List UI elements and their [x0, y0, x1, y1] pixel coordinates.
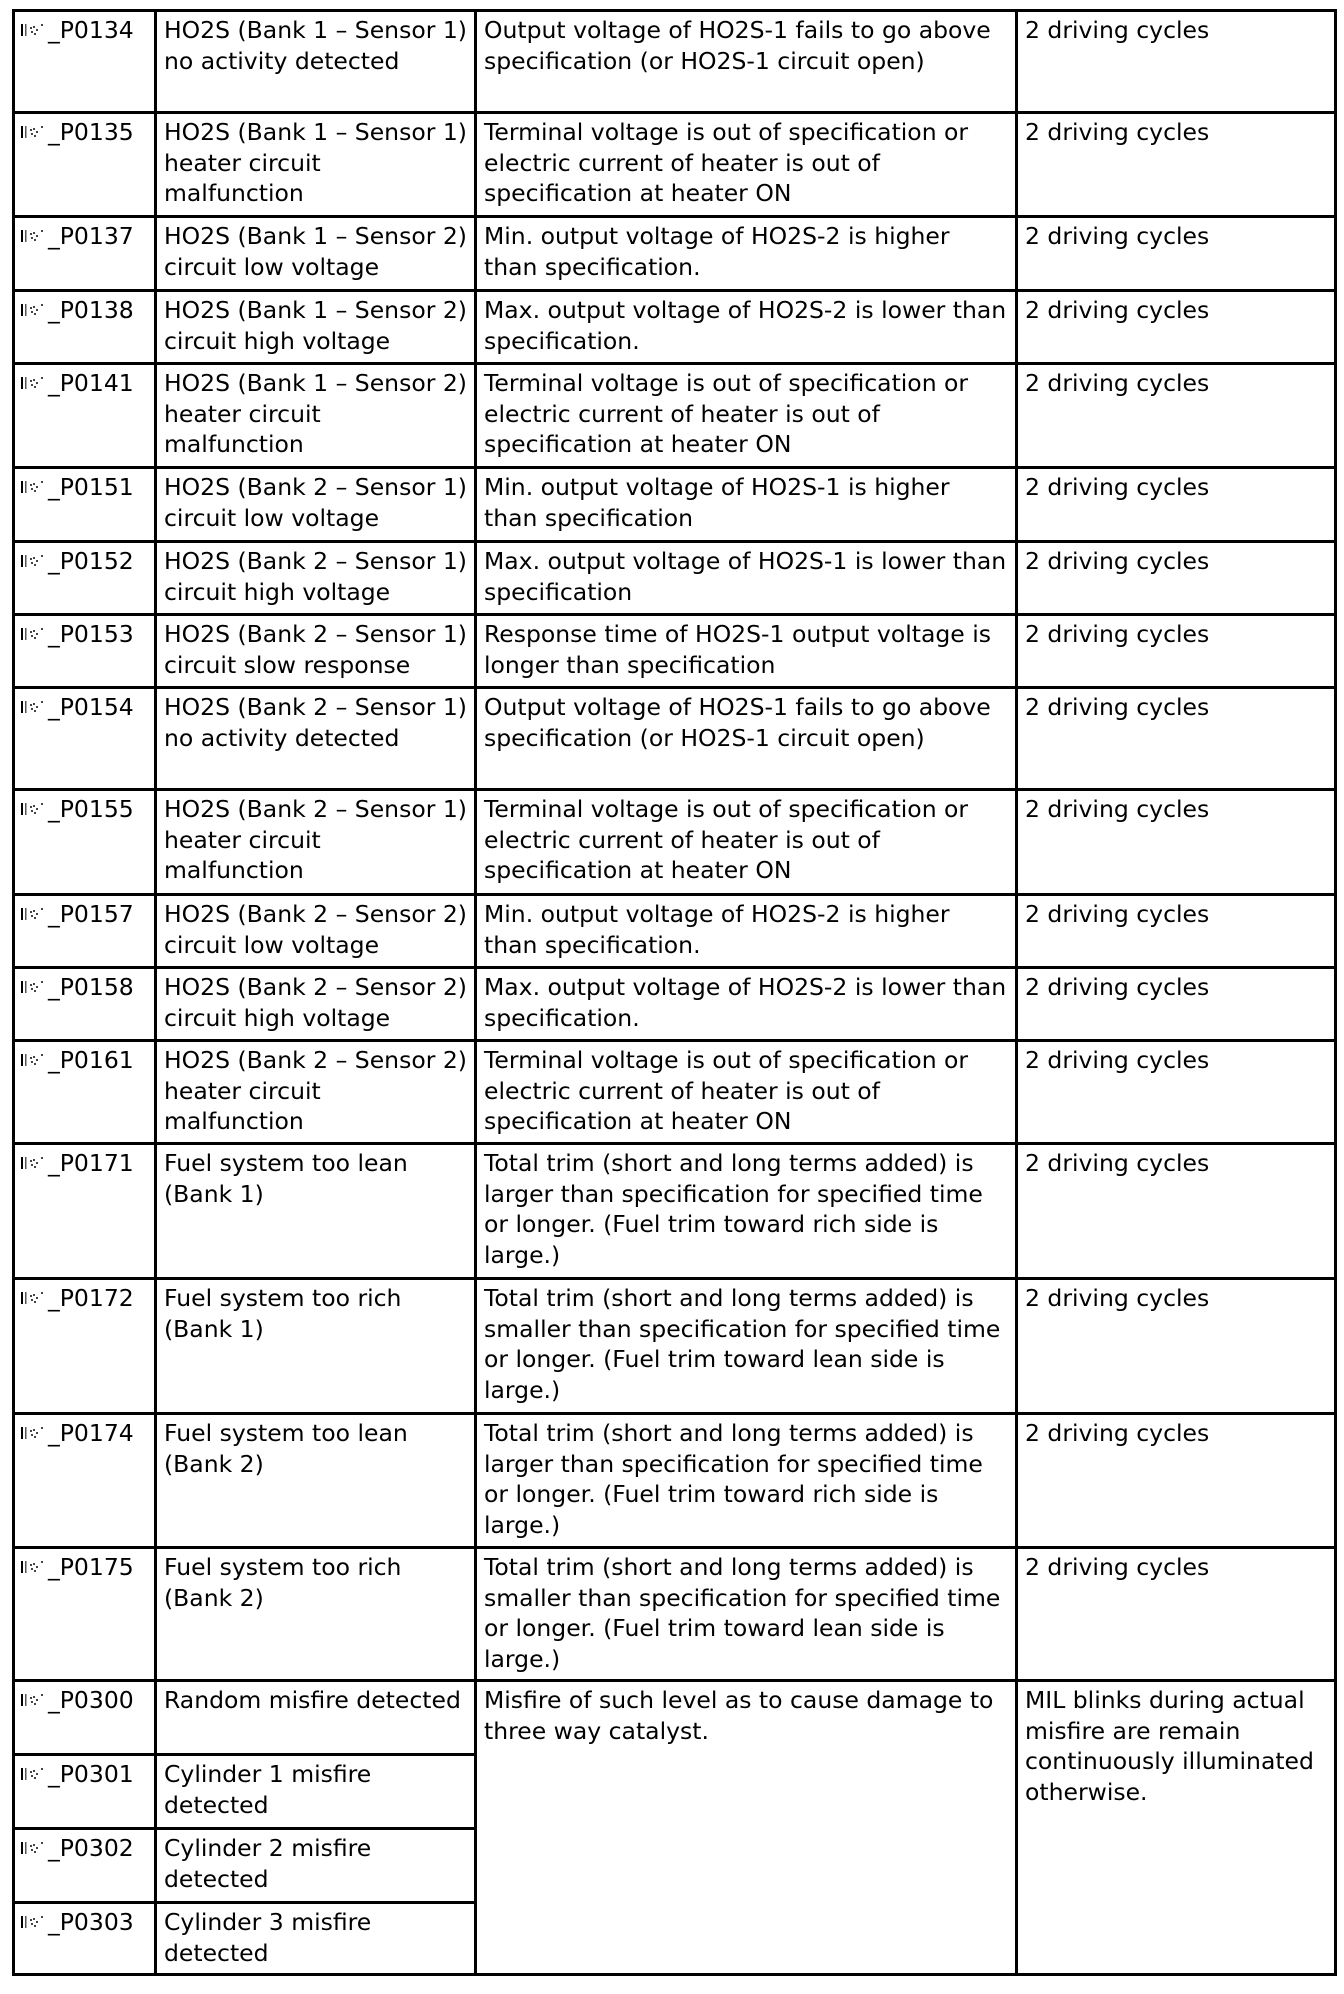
dtc-code-cell: [14, 542, 156, 615]
dtc-table: [12, 9, 1337, 1976]
dtc-name: Fuel system too lean (Bank 2): [156, 1414, 476, 1548]
detection-condition: Terminal voltage is out of specification or electric current of heater is out of specification at heater ON: [476, 790, 1017, 895]
mil-illumination: 2 driving cycles: [1017, 1144, 1336, 1279]
broken-image-icon: [20, 904, 48, 922]
dtc-name: HO2S (Bank 2 – Sensor 2) circuit low voltage: [156, 895, 476, 968]
dtc-code-cell: [14, 615, 156, 688]
dtc-code-cell: [14, 1755, 156, 1829]
dtc-code-cell: [14, 11, 156, 113]
table-row: [14, 1144, 1336, 1279]
dtc-code: _P0172: [48, 1284, 134, 1312]
dtc-code: _P0174: [48, 1419, 134, 1447]
dtc-code: _P0135: [48, 118, 134, 146]
broken-image-icon: [20, 226, 48, 244]
dtc-code: _P0152: [48, 547, 134, 575]
table-row: [14, 1279, 1336, 1414]
dtc-code: _P0155: [48, 795, 134, 823]
detection-condition: Max. output voltage of HO2S-2 is lower than specification.: [476, 968, 1017, 1041]
dtc-name: HO2S (Bank 2 – Sensor 1) no activity detected: [156, 688, 476, 790]
mil-illumination: 2 driving cycles: [1017, 291, 1336, 364]
dtc-code: _P0154: [48, 693, 134, 721]
detection-condition: Min. output voltage of HO2S-2 is higher than specification.: [476, 895, 1017, 968]
broken-image-icon: [20, 300, 48, 318]
detection-condition: Output voltage of HO2S-1 fails to go above specification (or HO2S-1 circuit open): [476, 11, 1017, 113]
dtc-code: _P0301: [48, 1760, 134, 1788]
detection-condition: Max. output voltage of HO2S-2 is lower than specification.: [476, 291, 1017, 364]
dtc-name: Cylinder 2 misfire detected: [156, 1829, 476, 1903]
dtc-code: _P0138: [48, 296, 134, 324]
dtc-code: _P0175: [48, 1553, 134, 1581]
table-row: [14, 688, 1336, 790]
broken-image-icon: [20, 799, 48, 817]
table-row: [14, 468, 1336, 542]
mil-illumination: 2 driving cycles: [1017, 968, 1336, 1041]
dtc-name: HO2S (Bank 2 – Sensor 1) circuit low voltage: [156, 468, 476, 542]
dtc-name: HO2S (Bank 2 – Sensor 1) circuit slow response: [156, 615, 476, 688]
dtc-code-cell: [14, 364, 156, 468]
table-row: [14, 364, 1336, 468]
detection-condition: Output voltage of HO2S-1 fails to go above specification (or HO2S-1 circuit open): [476, 688, 1017, 790]
mil-illumination: 2 driving cycles: [1017, 615, 1336, 688]
table-row: [14, 895, 1336, 968]
mil-illumination: MIL blinks during actual misfire are remain continuously illuminated otherwise.: [1017, 1681, 1336, 1975]
dtc-code: _P0153: [48, 620, 134, 648]
dtc-code: _P0134: [48, 16, 134, 44]
broken-image-icon: [20, 977, 48, 995]
dtc-code: _P0302: [48, 1834, 134, 1862]
mil-illumination: 2 driving cycles: [1017, 688, 1336, 790]
broken-image-icon: [20, 1153, 48, 1171]
mil-illumination: 2 driving cycles: [1017, 364, 1336, 468]
detection-condition: Misfire of such level as to cause damage to three way catalyst.: [476, 1681, 1017, 1975]
dtc-name: HO2S (Bank 2 – Sensor 2) circuit high voltage: [156, 968, 476, 1041]
mil-illumination: 2 driving cycles: [1017, 1548, 1336, 1681]
detection-condition: Terminal voltage is out of specification or electric current of heater is out of specification at heater ON: [476, 364, 1017, 468]
detection-condition: Max. output voltage of HO2S-1 is lower than specification: [476, 542, 1017, 615]
detection-condition: Total trim (short and long terms added) is smaller than specification for specified time or longer. (Fuel trim toward lean side is large.): [476, 1548, 1017, 1681]
dtc-code-cell: [14, 688, 156, 790]
dtc-name: HO2S (Bank 2 – Sensor 2) heater circuit malfunction: [156, 1041, 476, 1144]
dtc-code: _P0137: [48, 222, 134, 250]
detection-condition: Total trim (short and long terms added) is larger than specification for specified time or longer. (Fuel trim toward rich side is large.): [476, 1144, 1017, 1279]
dtc-code-cell: [14, 895, 156, 968]
detection-condition: Min. output voltage of HO2S-2 is higher than specification.: [476, 217, 1017, 291]
broken-image-icon: [20, 1912, 48, 1930]
mil-illumination: 2 driving cycles: [1017, 113, 1336, 217]
broken-image-icon: [20, 373, 48, 391]
dtc-code: _P0161: [48, 1046, 134, 1074]
dtc-name: HO2S (Bank 1 – Sensor 1) heater circuit malfunction: [156, 113, 476, 217]
mil-illumination: 2 driving cycles: [1017, 1041, 1336, 1144]
dtc-name: Fuel system too rich (Bank 2): [156, 1548, 476, 1681]
table-row: [14, 968, 1336, 1041]
table-row: [14, 291, 1336, 364]
detection-condition: Response time of HO2S-1 output voltage is longer than specification: [476, 615, 1017, 688]
dtc-name: HO2S (Bank 2 – Sensor 1) circuit high voltage: [156, 542, 476, 615]
table-row: [14, 113, 1336, 217]
mil-illumination: 2 driving cycles: [1017, 542, 1336, 615]
dtc-code: _P0157: [48, 900, 134, 928]
broken-image-icon: [20, 551, 48, 569]
mil-illumination: 2 driving cycles: [1017, 217, 1336, 291]
table-row: [14, 217, 1336, 291]
detection-condition: Min. output voltage of HO2S-1 is higher than specification: [476, 468, 1017, 542]
table-row: [14, 1414, 1336, 1548]
dtc-name: Cylinder 1 misfire detected: [156, 1755, 476, 1829]
dtc-code: _P0303: [48, 1908, 134, 1936]
detection-condition: Total trim (short and long terms added) is larger than specification for specified time or longer. (Fuel trim toward rich side is large.): [476, 1414, 1017, 1548]
dtc-code-cell: [14, 1414, 156, 1548]
mil-illumination: 2 driving cycles: [1017, 895, 1336, 968]
dtc-code-cell: [14, 468, 156, 542]
dtc-code-cell: [14, 790, 156, 895]
broken-image-icon: [20, 477, 48, 495]
dtc-code-cell: [14, 1279, 156, 1414]
broken-image-icon: [20, 122, 48, 140]
dtc-code-cell: [14, 1903, 156, 1975]
broken-image-icon: [20, 1288, 48, 1306]
broken-image-icon: [20, 1690, 48, 1708]
dtc-code-cell: [14, 1548, 156, 1681]
broken-image-icon: [20, 624, 48, 642]
table-row: [14, 1548, 1336, 1681]
mil-illumination: 2 driving cycles: [1017, 1279, 1336, 1414]
dtc-code-cell: [14, 1681, 156, 1755]
dtc-code-cell: [14, 968, 156, 1041]
dtc-code-cell: [14, 1144, 156, 1279]
dtc-name: HO2S (Bank 1 – Sensor 1) no activity detected: [156, 11, 476, 113]
dtc-name: Cylinder 3 misfire detected: [156, 1903, 476, 1975]
table-row: [14, 615, 1336, 688]
dtc-name: Fuel system too rich (Bank 1): [156, 1279, 476, 1414]
detection-condition: Total trim (short and long terms added) is smaller than specification for specified time or longer. (Fuel trim toward lean side is large.): [476, 1279, 1017, 1414]
table-row: [14, 1681, 1336, 1755]
dtc-code: _P0151: [48, 473, 134, 501]
dtc-name: HO2S (Bank 1 – Sensor 2) heater circuit malfunction: [156, 364, 476, 468]
dtc-code-cell: [14, 291, 156, 364]
dtc-code-cell: [14, 1829, 156, 1903]
dtc-code: _P0141: [48, 369, 134, 397]
broken-image-icon: [20, 20, 48, 38]
dtc-name: Random misfire detected: [156, 1681, 476, 1755]
table-row: [14, 1041, 1336, 1144]
broken-image-icon: [20, 1838, 48, 1856]
broken-image-icon: [20, 1764, 48, 1782]
broken-image-icon: [20, 1557, 48, 1575]
table-row: [14, 11, 1336, 113]
detection-condition: Terminal voltage is out of specification or electric current of heater is out of specification at heater ON: [476, 1041, 1017, 1144]
table-row: [14, 790, 1336, 895]
dtc-code-cell: [14, 113, 156, 217]
dtc-name: HO2S (Bank 1 – Sensor 2) circuit low voltage: [156, 217, 476, 291]
dtc-name: Fuel system too lean (Bank 1): [156, 1144, 476, 1279]
table-row: [14, 542, 1336, 615]
dtc-code: _P0158: [48, 973, 134, 1001]
dtc-code-cell: [14, 217, 156, 291]
detection-condition: Terminal voltage is out of specification or electric current of heater is out of specification at heater ON: [476, 113, 1017, 217]
dtc-name: HO2S (Bank 1 – Sensor 2) circuit high voltage: [156, 291, 476, 364]
dtc-code-cell: [14, 1041, 156, 1144]
dtc-code: _P0300: [48, 1686, 134, 1714]
dtc-code: _P0171: [48, 1149, 134, 1177]
broken-image-icon: [20, 1423, 48, 1441]
dtc-name: HO2S (Bank 2 – Sensor 1) heater circuit malfunction: [156, 790, 476, 895]
mil-illumination: 2 driving cycles: [1017, 468, 1336, 542]
mil-illumination: 2 driving cycles: [1017, 790, 1336, 895]
broken-image-icon: [20, 1050, 48, 1068]
mil-illumination: 2 driving cycles: [1017, 1414, 1336, 1548]
mil-illumination: 2 driving cycles: [1017, 11, 1336, 113]
broken-image-icon: [20, 697, 48, 715]
